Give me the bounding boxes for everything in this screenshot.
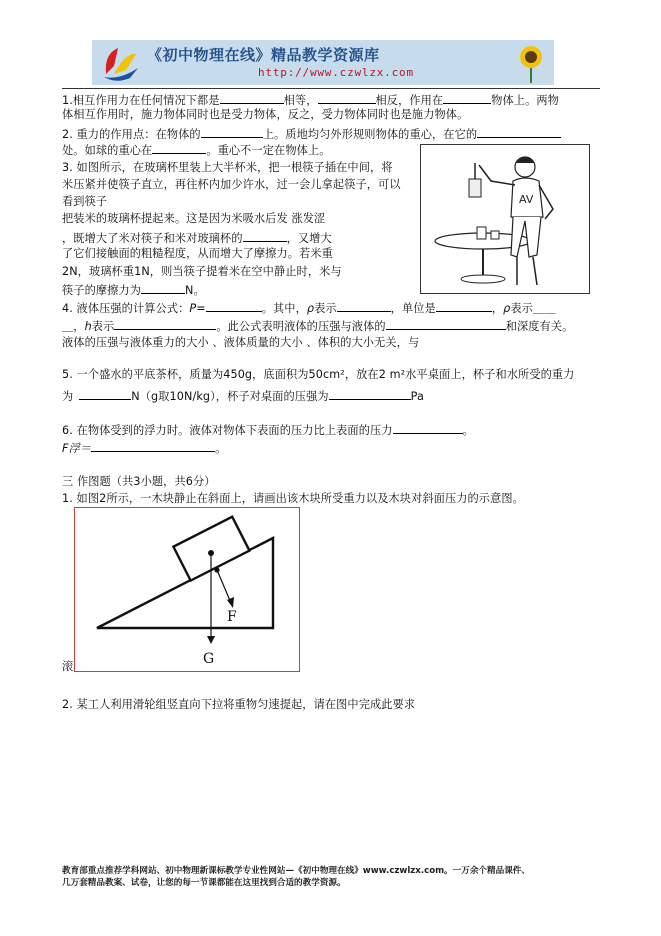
q1-line1: 1.相互作用力在任何情况下都是 相等， 相反，作用在 物体上。两物	[62, 94, 559, 107]
q3-line1: 3. 如图所示，在玻璃杯里装上大半杯米，把一根筷子插在中间，将	[62, 161, 393, 174]
section3-heading: 三 作图题（共3小题，共6分）	[62, 475, 216, 488]
header-banner	[92, 40, 554, 85]
q3-line8: 筷子的摩擦力为 N。	[62, 284, 205, 297]
q2-line1: 2. 重力的作用点：在物体的 上。质地均匀外形规则物体的重心，在它的	[62, 126, 561, 142]
q6-line2: F浮＝ 。	[62, 442, 227, 455]
banner-url: http://www.czwlzx.com	[258, 66, 414, 79]
footer-line1: 教育部重点推荐学科网站、初中物理新课标教学专业性网站—《初中物理在线》www.czwlzx.com。一万余个精品课件、	[62, 866, 530, 876]
section3-q2: 2. 某工人利用滑轮组竖直向下拉将重物匀速提起，请在图中完成此要求	[62, 698, 416, 711]
section3-q1: 1. 如图2所示，一木块静止在斜面上，请画出该木块所受重力以及木块对斜面压力的示意图。	[62, 492, 524, 505]
q2-line2: 处。如球的重心在 。重心不一定在物体上。	[62, 144, 331, 157]
q3-line4: 把装米的玻璃杯提起来。这是因为米吸水后发 涨发涩	[62, 212, 326, 225]
footer-line2: 几万套精品教案、试卷，让您的每一节课都能在这里找到合适的教学资源。	[62, 878, 346, 888]
q3-figure	[420, 144, 590, 294]
q4-line3: 液体的压强与液体重力的大小 、液体质量的大小 、体积的大小无关，与	[62, 336, 420, 349]
sunflower-icon	[514, 43, 548, 83]
q3-line3: 看到筷子	[62, 195, 108, 208]
boy-chopstick-illustration-icon	[421, 145, 589, 293]
banner-title: 《初中物理在线》精品教学资源库	[147, 46, 380, 64]
site-logo-icon	[100, 44, 140, 82]
q5-line2: 为 N（g取10N/kg），杯子对桌面的压强为 Pa	[62, 390, 424, 403]
page-footer	[62, 865, 530, 889]
force-label-g: G	[203, 651, 215, 667]
q4-line1: 4. 液体压强的计算公式：P= 。其中，ρ表示 ，单位是 ，ρ表示＿＿	[62, 302, 556, 315]
header-rule	[62, 88, 600, 89]
force-label-f: F	[227, 609, 237, 625]
fig-side-char: 滚	[62, 660, 74, 673]
q3-line2: 米压紧并使筷子直立，再往杯内加少许水，过一会儿拿起筷子，可以	[62, 178, 401, 191]
q5-line1: 5. 一个盛水的平底茶杯，质量为450g，底面积为50cm²，放在2 m²水平桌面上，杯子和水所受的重力	[62, 368, 575, 381]
svg-text:AV: AV	[519, 193, 534, 206]
incline-figure	[74, 507, 300, 672]
q4-line2: ＿，h表示 。此公式表明液体的压强与液体的 和深度有关。	[62, 320, 574, 333]
q1-line2: 体相互作用时，施力物体同时也是受力物体，反之，受力物体同时也是施力物体。	[62, 108, 469, 121]
incline-block-diagram-icon	[75, 508, 299, 671]
q3-line7: 2N，玻璃杯重1N，则当筷子提着米在空中静止时，米与	[62, 265, 342, 278]
q3-line6: 了它们接触面的粗糙程度，从而增大了摩擦力。若米重	[62, 247, 333, 260]
q6-line1: 6. 在物体受到的浮力时。液体对物体下表面的压力比上表面的压力 。	[62, 424, 474, 437]
q3-line5: ，既增大了米对筷子和米对玻璃杯的 ，又增大	[62, 232, 332, 245]
